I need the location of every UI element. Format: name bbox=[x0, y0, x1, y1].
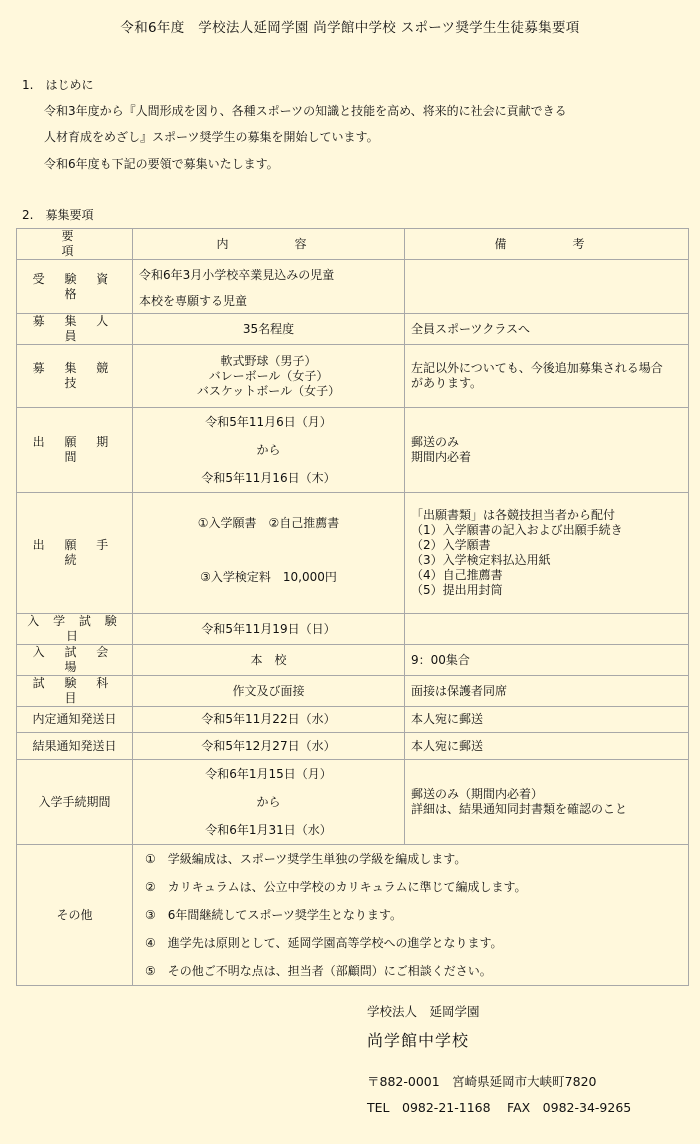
capacity-label: 募 集 人 員 bbox=[17, 314, 133, 345]
other-item-2: ② カリキュラムは、公立中学校のカリキュラムに準じて編成します。 bbox=[145, 880, 527, 894]
eligibility-content-line-2: 本校を専願する児童 bbox=[139, 293, 248, 308]
header-item: 要 項 bbox=[17, 229, 133, 260]
enrollment-period-note bbox=[405, 760, 689, 845]
application-procedure-content bbox=[133, 493, 405, 614]
exam-date-note bbox=[405, 614, 689, 645]
eligibility-content bbox=[133, 260, 405, 314]
application-period-note bbox=[405, 408, 689, 493]
enrollment-period-content bbox=[133, 760, 405, 845]
enrollment-note-line-2: 詳細は、結果通知同封書類を確認のこと bbox=[411, 802, 628, 816]
other-item-3: ③ 6年間継続してスポーツ奨学生となります。 bbox=[145, 908, 402, 922]
table-header-row bbox=[17, 229, 689, 260]
exam-venue-content: 本 校 bbox=[133, 645, 405, 676]
eligibility-label: 受 験 資 格 bbox=[17, 260, 133, 314]
application-period-end: 令和5年11月16日（木） bbox=[201, 471, 336, 485]
procedure-note-line-3: （2）入学願書 bbox=[411, 538, 491, 552]
result-notice-content: 令和5年12月27日（水） bbox=[133, 733, 405, 760]
procedure-note-line-5: （4）自己推薦書 bbox=[411, 568, 503, 582]
other-item-5: ⑤ その他ご不明な点は、担当者（部顧問）にご相談ください。 bbox=[145, 964, 492, 978]
row-offer-notice bbox=[17, 707, 689, 733]
intro-line-3: 令和6年度も下記の要領で募集いたします。 bbox=[44, 157, 279, 171]
enrollment-period-label: 入学手続期間 bbox=[17, 760, 133, 845]
application-procedure-note bbox=[405, 493, 689, 614]
row-exam-venue bbox=[17, 645, 689, 676]
header-content: 内 容 bbox=[133, 229, 405, 260]
exam-date-label: 入 学 試 験 日 bbox=[17, 614, 133, 645]
procedure-note-line-4: （3）入学検定料払込用紙 bbox=[411, 553, 551, 567]
sports-label: 募 集 競 技 bbox=[17, 345, 133, 408]
exam-subjects-note: 面接は保護者同席 bbox=[405, 676, 689, 707]
row-exam-date bbox=[17, 614, 689, 645]
application-period-start: 令和5年11月6日（月） bbox=[205, 415, 332, 429]
result-notice-note: 本人宛に郵送 bbox=[405, 733, 689, 760]
sports-content bbox=[133, 345, 405, 408]
intro-line-2: 人材育成をめざし』スポーツ奨学生の募集を開始しています。 bbox=[44, 130, 379, 144]
row-application-period bbox=[17, 408, 689, 493]
capacity-note: 全員スポーツクラスへ bbox=[405, 314, 689, 345]
document-title: 令和6年度 学校法人延岡学園 尚学館中学校 スポーツ奨学生生徒募集要項 bbox=[120, 20, 580, 36]
application-procedure-label: 出 願 手 続 bbox=[17, 493, 133, 614]
eligibility-content-line-1: 令和6年3月小学校卒業見込みの児童 bbox=[139, 267, 335, 282]
footer-address: 〒882-0001 宮崎県延岡市大峡町7820 bbox=[367, 1074, 597, 1089]
application-period-note-line-1: 郵送のみ bbox=[411, 435, 460, 449]
exam-subjects-label: 試 験 科 目 bbox=[17, 676, 133, 707]
sports-baseball: 軟式野球（男子） bbox=[220, 353, 317, 368]
intro-heading: 1. はじめに bbox=[22, 78, 94, 92]
enrollment-note-line-1: 郵送のみ（期間内必着） bbox=[411, 787, 544, 801]
enrollment-period-from: から bbox=[256, 795, 281, 809]
row-enrollment-period bbox=[17, 760, 689, 845]
row-sports bbox=[17, 345, 689, 408]
offer-notice-content: 令和5年11月22日（水） bbox=[133, 707, 405, 733]
procedure-note-line-1: 「出願書類」は各競技担当者から配付 bbox=[411, 508, 616, 522]
sports-volleyball: バレーボール（女子） bbox=[208, 368, 329, 383]
eligibility-note bbox=[405, 260, 689, 314]
requirements-heading: 2. 募集要項 bbox=[22, 208, 94, 222]
footer-contact: TEL 0982-21-1168 FAX 0982-34-9265 bbox=[367, 1100, 632, 1115]
row-eligibility bbox=[17, 260, 689, 314]
exam-subjects-content: 作文及び面接 bbox=[133, 676, 405, 707]
enrollment-period-end: 令和6年1月31日（水） bbox=[205, 823, 332, 837]
procedure-note-line-2: （1）入学願書の記入および出願手続き bbox=[411, 523, 623, 537]
row-application-procedure bbox=[17, 493, 689, 614]
other-item-4: ④ 進学先は原則として、延岡学園高等学校への進学となります。 bbox=[145, 936, 503, 950]
exam-venue-note: 9：00集合 bbox=[405, 645, 689, 676]
application-period-content bbox=[133, 408, 405, 493]
result-notice-label: 結果通知発送日 bbox=[17, 733, 133, 760]
application-period-label: 出 願 期 間 bbox=[17, 408, 133, 493]
application-period-note-line-2: 期間内必着 bbox=[411, 450, 472, 464]
offer-notice-label: 内定通知発送日 bbox=[17, 707, 133, 733]
sports-basketball: バスケットボール（女子） bbox=[196, 383, 341, 398]
row-exam-subjects bbox=[17, 676, 689, 707]
other-content bbox=[133, 845, 689, 986]
application-period-from: から bbox=[256, 443, 281, 457]
sports-note-line-2: があります。 bbox=[411, 376, 483, 390]
row-capacity bbox=[17, 314, 689, 345]
header-note: 備 考 bbox=[405, 229, 689, 260]
procedure-note-line-6: （5）提出用封筒 bbox=[411, 583, 503, 597]
enrollment-period-start: 令和6年1月15日（月） bbox=[205, 767, 332, 781]
application-procedure-docs: ①入学願書 ②自己推薦書 bbox=[197, 516, 340, 530]
exam-venue-label: 入 試 会 場 bbox=[17, 645, 133, 676]
requirements-table bbox=[16, 228, 689, 986]
capacity-content: 35名程度 bbox=[133, 314, 405, 345]
footer-corporation: 学校法人 延岡学園 bbox=[367, 1004, 480, 1019]
intro-line-1: 令和3年度から『人間形成を図り、各種スポーツの知識と技能を高め、将来的に社会に貢献できる bbox=[44, 104, 567, 118]
footer-school-name: 尚学館中学校 bbox=[367, 1031, 470, 1050]
row-result-notice bbox=[17, 733, 689, 760]
sports-note bbox=[405, 345, 689, 408]
other-item-1: ① 学級編成は、スポーツ奨学生単独の学級を編成します。 bbox=[145, 852, 467, 866]
exam-date-content: 令和5年11月19日（日） bbox=[133, 614, 405, 645]
row-other bbox=[17, 845, 689, 986]
sports-note-line-1: 左記以外についても、今後追加募集される場合 bbox=[411, 361, 663, 375]
other-label: その他 bbox=[17, 845, 133, 986]
offer-notice-note: 本人宛に郵送 bbox=[405, 707, 689, 733]
application-procedure-fee: ③入学検定料 10,000円 bbox=[200, 570, 337, 584]
